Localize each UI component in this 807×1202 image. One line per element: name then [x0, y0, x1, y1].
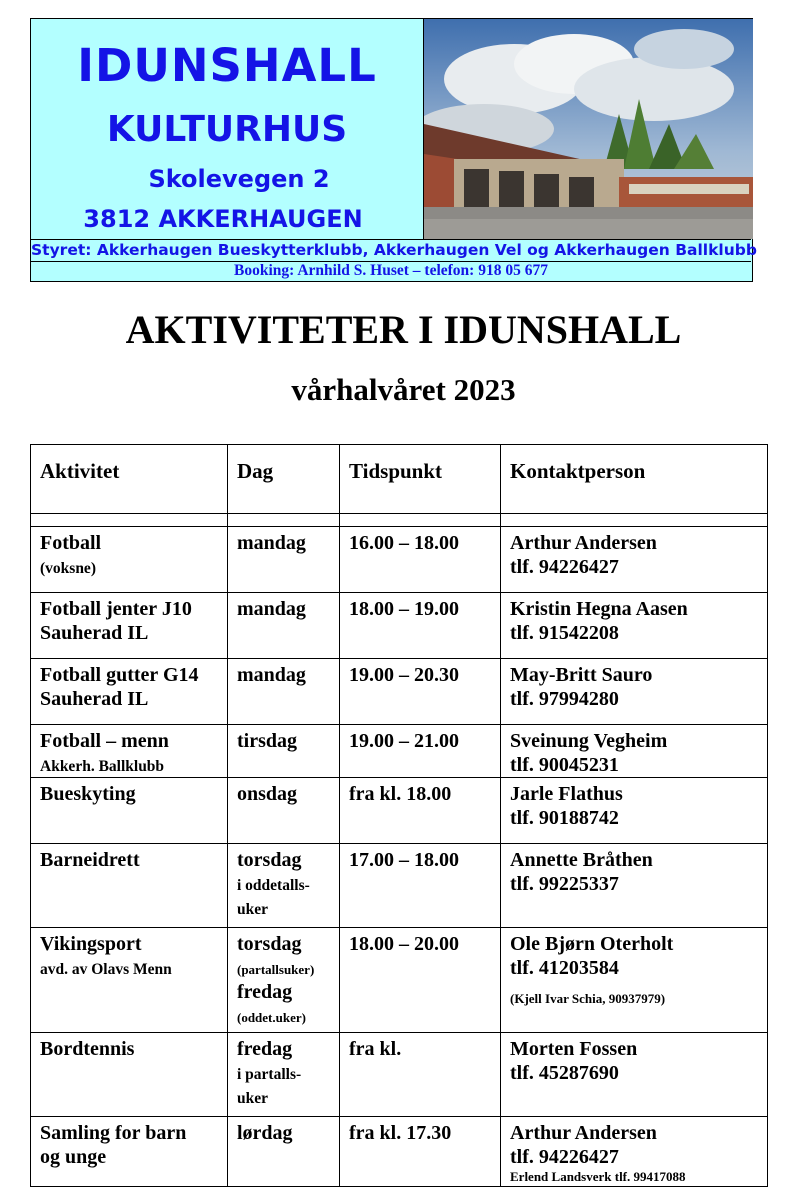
- day-cell: mandag: [228, 527, 340, 593]
- header-name-block: [31, 19, 423, 239]
- contact-cell: Jarle Flathus tlf. 90188742: [501, 778, 768, 844]
- day-cell: lørdag: [228, 1117, 340, 1187]
- table-row: [31, 527, 768, 593]
- time-cell: 17.00 – 18.00: [340, 844, 501, 928]
- street-address: Skolevegen 2: [148, 165, 330, 193]
- header-activity: Aktivitet: [31, 445, 228, 514]
- booking-line: Booking: Arnhild S. Huset – telefon: 918 05 677: [31, 261, 751, 281]
- time-cell: 18.00 – 20.00: [340, 928, 501, 1033]
- table-row: [31, 725, 768, 778]
- activity-cell: Fotball (voksne): [31, 527, 228, 593]
- time-cell: 19.00 – 21.00: [340, 725, 501, 778]
- table-row: [31, 778, 768, 844]
- page-subtitle: vårhalvåret 2023: [291, 372, 516, 407]
- table-row: [31, 928, 768, 1033]
- table-row: [31, 659, 768, 725]
- spacer-row: [31, 514, 768, 527]
- day-cell: mandag: [228, 659, 340, 725]
- contact-cell: Annette Bråthen tlf. 99225337: [501, 844, 768, 928]
- header-time: Tidspunkt: [340, 445, 501, 514]
- header-box: [30, 18, 757, 282]
- table-row: [31, 593, 768, 659]
- building-photo: [423, 19, 753, 239]
- time-cell: 19.00 – 20.30: [340, 659, 501, 725]
- contact-cell: Arthur Andersen tlf. 94226427 Erlend Landsverk tlf. 99417088: [501, 1117, 768, 1187]
- activity-cell: Vikingsport avd. av Olavs Menn: [31, 928, 228, 1033]
- contact-cell: Morten Fossen tlf. 45287690: [501, 1033, 768, 1117]
- activity-cell: Bordtennis: [31, 1033, 228, 1117]
- day-cell: mandag: [228, 593, 340, 659]
- day-cell: torsdag i oddetalls- uker: [228, 844, 340, 928]
- day-cell: onsdag: [228, 778, 340, 844]
- postal-address: 3812 AKKERHAUGEN: [83, 205, 363, 233]
- header-contact: Kontaktperson: [501, 445, 768, 514]
- activity-cell: Fotball – menn Akkerh. Ballklubb: [31, 725, 228, 778]
- day-cell: torsdag (partallsuker) fredag (oddet.uker): [228, 928, 340, 1033]
- contact-cell: Arthur Andersen tlf. 94226427: [501, 527, 768, 593]
- contact-note: (Kjell Ivar Schia, 90937979): [510, 991, 666, 1006]
- activity-cell: Fotball jenter J10 Sauherad IL: [31, 593, 228, 659]
- page-title: AKTIVITETER I IDUNSHALL: [125, 307, 682, 352]
- contact-cell: Ole Bjørn Oterholt tlf. 41203584 (Kjell Ivar Schia, 90937979): [501, 928, 768, 1033]
- board-line: Styret: Akkerhaugen Bueskytterklubb, Akkerhaugen Vel og Akkerhaugen Ballklubb: [31, 241, 757, 259]
- table-row: [31, 844, 768, 928]
- activity-cell: Samling for barn og unge: [31, 1117, 228, 1187]
- activity-cell: Fotball gutter G14 Sauherad IL: [31, 659, 228, 725]
- activity-cell: Barneidrett: [31, 844, 228, 928]
- building-photo-illustration: [424, 19, 753, 239]
- time-cell: fra kl. 17.30: [340, 1117, 501, 1187]
- venue-name: IDUNSHALL: [77, 39, 377, 92]
- header-day: Dag: [228, 445, 340, 514]
- table-row: [31, 1033, 768, 1117]
- time-cell: fra kl.: [340, 1033, 501, 1117]
- venue-type: KULTURHUS: [106, 109, 348, 150]
- day-cell: fredag i partalls- uker: [228, 1033, 340, 1117]
- contact-cell: Sveinung Vegheim tlf. 90045231: [501, 725, 768, 778]
- table-row: [31, 1117, 768, 1187]
- time-cell: 16.00 – 18.00: [340, 527, 501, 593]
- activities-table: [30, 444, 768, 1187]
- time-cell: 18.00 – 19.00: [340, 593, 501, 659]
- activity-cell: Bueskyting: [31, 778, 228, 844]
- table-header-row: [31, 445, 768, 514]
- contact-cell: Kristin Hegna Aasen tlf. 91542208: [501, 593, 768, 659]
- time-cell: fra kl. 18.00: [340, 778, 501, 844]
- day-cell: tirsdag: [228, 725, 340, 778]
- contact-cell: May-Britt Sauro tlf. 97994280: [501, 659, 768, 725]
- contact-note: Erlend Landsverk tlf. 99417088: [510, 1169, 686, 1184]
